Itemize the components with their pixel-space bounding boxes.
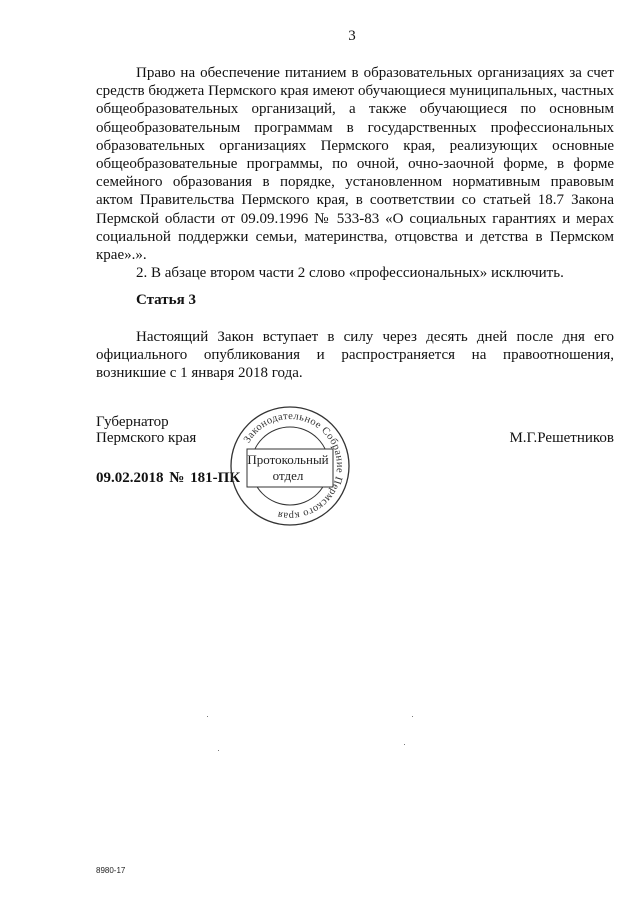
article-heading: Статья 3 [136,292,196,308]
stamp-inner-line-2: отдел [272,468,304,483]
stamp-inner-line-1: Протокольный [247,452,329,467]
paragraph-amendment: 2. В абзаце втором части 2 слово «профессиональных» исключить. [136,265,564,282]
document-code: 8980-17 [96,866,126,875]
page-number: 3 [348,28,356,44]
scan-speck [412,716,413,717]
signature-block [96,414,196,446]
stamp-ring-text: Законодательное Собрание Пермского края [241,410,346,522]
signatory-name: М.Г.Решетников [509,430,614,446]
stamp-inner-text [242,452,334,484]
scan-speck [404,744,405,745]
article-text: Настоящий Закон вступает в силу через десять дней после дня его официального опубликования и распространяется на правоотношения, возникшие с 1 января 2018 года. [96,329,614,382]
scan-speck [207,716,208,717]
scan-speck [218,750,219,751]
paragraph-food-provision: Право на обеспечение питанием в образовательных организациях за счет средств бюджета Пермского края имеют обучающиеся муниципальных, частных общеобразовательных организаций, а также обучающиеся по основным общеобразовательным программам в государственных профессиональных образовательных организациях Пермского края, реализующих основные общеобразовательные программы, по очной, очно-заочной форме, в форме семейного образования в порядке, установленном нормативным правовым актом Правительства Пермского края, в соответствии со статьей 18.7 Закона Пермской области от 09.09.1996 № 533-83 «О социальных гарантиях и мерах социальной поддержки семьи, материнства, отцовства и детства в Пермском крае».». [96,65,614,264]
body-text [96,64,614,282]
law-date-number: 09.02.2018 № 181-ПК [96,470,241,486]
signatory-title-line-1: Губернатор [96,414,169,430]
signatory-title-line-2: Пермского края [96,430,197,446]
